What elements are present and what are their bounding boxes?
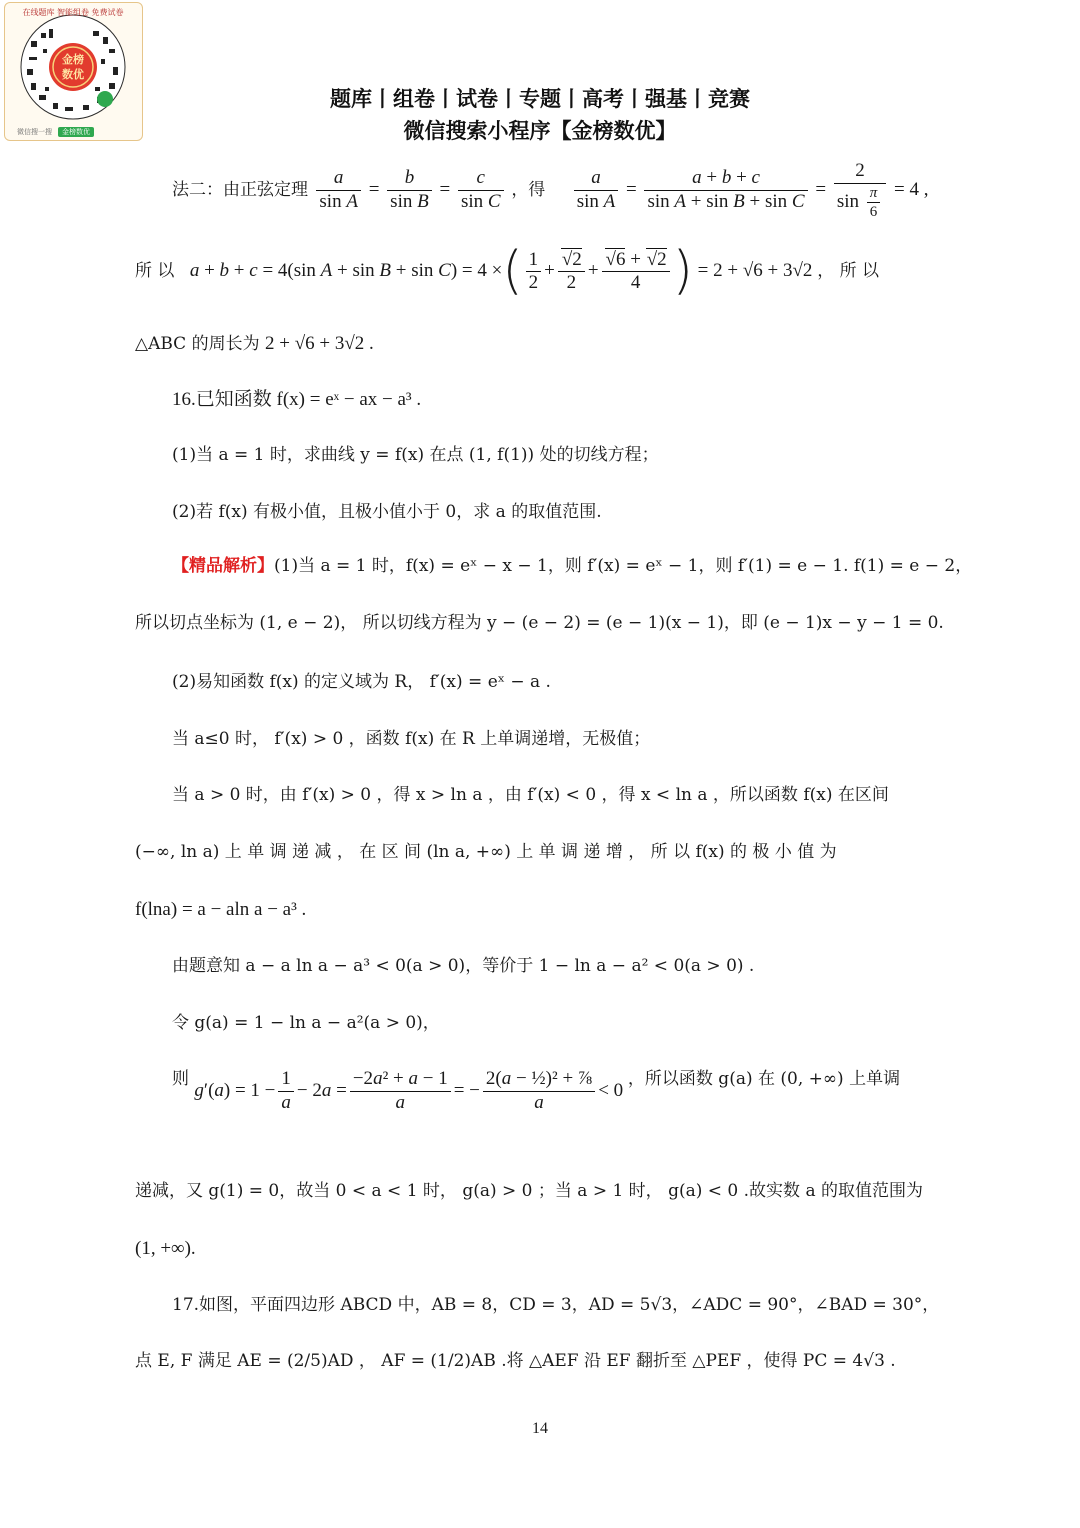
svg-text:在线题库 智能组卷 免费试卷: 在线题库 智能组卷 免费试卷 <box>22 8 124 17</box>
monotonic-text: ，所以函数 g(a) 在 (0, +∞) 上单调 <box>627 1069 901 1089</box>
question-16-part-2: (2)若 f(x) 有极小值，且极小值小于 0，求 a 的取值范围. <box>172 502 602 522</box>
qr-footer-badge: 金榜数优 <box>58 127 94 137</box>
therefore-label: 所 以 <box>135 261 175 282</box>
qr-footer-label: 微信搜一搜 <box>17 128 52 136</box>
perimeter-label: △ABC 的周长为 <box>135 334 260 354</box>
ratio-formula: $\frac{a}{\text{sin A}}$ = $\frac{a + b + c}{\text{sin A + sin B + sin C}}$ = 2 sin $\frac{\pi}{6}$ = 4 , <box>571 179 929 200</box>
law-of-sines-label: 法二：由正弦定理 <box>172 179 308 200</box>
solution-16-line-5: 当 a > 0 时，由 f′(x) > 0 ，得 x > ln a ，由 f′(x) < 0 ，得 x < ln a ，所以函数 f(x) 在区间 <box>172 785 889 805</box>
solution-16-line-1 <box>172 555 972 577</box>
solution-16-line-2: 所以切点坐标为 (1, e − 2)， 所以切线方程为 y − (e − 2) = (e − 1)(x − 1)，即 (e − 1)x − y − 1 = 0. <box>135 613 944 633</box>
question-17-line-1: 17.如图，平面四边形 ABCD 中，AB = 8，CD = 3，AD = 5√3，∠ADC = 90°，∠BAD = 30°， <box>172 1295 940 1315</box>
solution-16-line-9: 令 g(a) = 1 − ln a − a²(a > 0)， <box>172 1013 440 1033</box>
svg-text:金榜: 金榜 <box>62 53 84 66</box>
question-17-line-2: 点 E, F 满足 AE = (2/5)AD ， AF = (1/2)AB .将 △AEF 沿 EF 翻折至 △PEF ，使得 PC = 4√3 . <box>135 1351 896 1371</box>
solution-tag: 【精品解析】 <box>172 556 274 576</box>
solution-line-2 <box>135 238 879 306</box>
solution-16-line-7: f(lna) = a − aln a − a³ . <box>135 899 307 920</box>
solution-16-line-3: (2)易知函数 f(x) 的定义域为 R， f′(x) = eˣ − a . <box>172 672 551 692</box>
question-16-title: 16.已知函数 f(x) = eˣ − ax − a³ . <box>172 389 422 410</box>
therefore-label-2: ， 所 以 <box>817 261 879 282</box>
solution-16-line-10 <box>172 1068 900 1115</box>
solution-16-line-11: 递减，又 g(1) = 0，故当 0 < a < 1 时， g(a) > 0 ；当 a > 1 时， g(a) < 0 .故实数 a 的取值范围为 <box>135 1181 923 1201</box>
then-label: ，得 <box>511 179 546 200</box>
law-of-sines-formula: $\frac{a}{\text{sin A}}$ = $\frac{b}{\text{sin B}}$ = $\frac{c}{\text{sin C}}$ <box>313 179 511 200</box>
then-label-2: 则 <box>172 1069 189 1089</box>
derivative-formula: g′(a) = 1 − $\frac{1}{a}$ − 2a = $\frac{\text{−2a² + a − 1}}{a}$ = − $\frac{\text{2(a − ½)² + ⅞}}{a}$ < 0 <box>194 1068 628 1113</box>
perimeter-value: 2 + √6 + 3√2 . <box>264 333 374 354</box>
solution-16-text-1: (1)当 a = 1 时，f(x) = eˣ − x − 1，则 f′(x) = eˣ − 1，则 f′(1) = e − 1. f(1) = e − 2， <box>274 556 973 576</box>
header-sub-line: 微信搜索小程序【金榜数优】 <box>403 118 677 143</box>
solution-16-line-6: (−∞, ln a) 上 单 调 递 减 ， 在 区 间 (ln a, +∞) 上 单 调 递 增 ， 所 以 f(x) 的 极 小 值 为 <box>135 842 837 862</box>
perimeter-computation: a + b + c = 4(sin A + sin B + sin C) = 4 ×( $\frac{1}{2}$ + $\frac{√2}{2}$ + $\frac{√6 + √2}{4}$ ) = 2 + √6 + 3√2 <box>189 241 818 301</box>
page-number: 14 <box>532 1420 548 1437</box>
question-16-part-1: (1)当 a = 1 时，求曲线 y = f(x) 在点 (1, f(1)) 处的切线方程； <box>172 445 659 465</box>
solution-line-3 <box>135 332 374 357</box>
header-nav-line: 题库丨组卷丨试卷丨专题丨高考丨强基丨竞赛 <box>330 86 750 111</box>
solution-16-line-4: 当 a≤0 时， f′(x) > 0 ，函数 f(x) 在 R 上单调递增，无极值； <box>172 729 651 749</box>
svg-text:数优: 数优 <box>62 68 84 81</box>
solution-16-line-12: (1, +∞). <box>135 1238 196 1259</box>
solution-line-1 <box>172 160 929 221</box>
solution-16-line-8: 由题意知 a − a ln a − a³ < 0(a > 0)，等价于 1 − ln a − a² < 0(a > 0) . <box>172 956 755 976</box>
